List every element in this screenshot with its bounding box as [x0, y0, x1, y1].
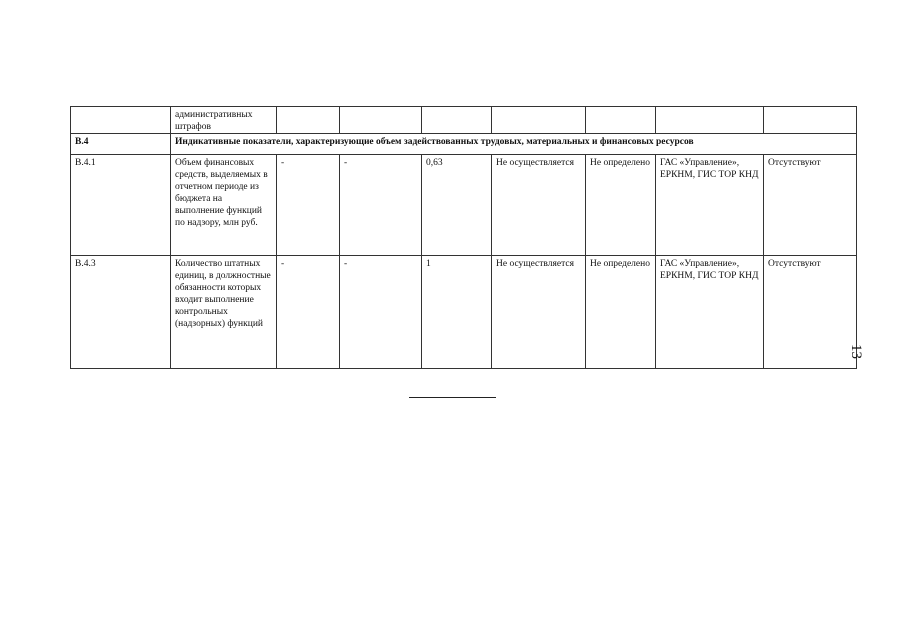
- table-cell: [340, 107, 422, 134]
- table-row: [71, 107, 857, 134]
- row-indicator-name: Количество штатных единиц, в должностные обязанности которых входит выполнение контрольных (надзорных) функций: [171, 256, 277, 369]
- end-divider: [409, 397, 496, 398]
- table-cell: Не осуществляется: [492, 256, 586, 369]
- table-cell: [71, 107, 171, 134]
- table-cell: Отсутствуют: [764, 155, 857, 256]
- table-cell: Отсутствуют: [764, 256, 857, 369]
- table-cell: -: [277, 155, 340, 256]
- table-cell: [422, 107, 492, 134]
- table-cell: ГАС «Управление», ЕРКНМ, ГИС ТОР КНД: [656, 256, 764, 369]
- section-title: Индикативные показатели, характеризующие объем задействованных трудовых, материальных и финансовых ресурсов: [171, 134, 857, 155]
- section-code: В.4: [71, 134, 171, 155]
- page-number: 13: [848, 344, 864, 359]
- row-indicator-name: Объем финансовых средств, выделяемых в отчетном периоде из бюджета на выполнение функций по надзору, млн руб.: [171, 155, 277, 256]
- table-cell: [586, 107, 656, 134]
- table-cell: -: [340, 256, 422, 369]
- section-header-row: [71, 134, 857, 155]
- indicators-table: [70, 106, 857, 369]
- row-code: В.4.1: [71, 155, 171, 256]
- table-cell: [277, 107, 340, 134]
- table-cell: административных штрафов: [171, 107, 277, 134]
- table-cell: -: [277, 256, 340, 369]
- table-row: [71, 155, 857, 256]
- table-cell: -: [340, 155, 422, 256]
- table-cell: [656, 107, 764, 134]
- table-cell: 1: [422, 256, 492, 369]
- row-code: В.4.3: [71, 256, 171, 369]
- table-cell: Не определено: [586, 256, 656, 369]
- table-cell: Не определено: [586, 155, 656, 256]
- table-cell: [492, 107, 586, 134]
- table-cell: 0,63: [422, 155, 492, 256]
- table-cell: Не осуществляется: [492, 155, 586, 256]
- table-cell: ГАС «Управление», ЕРКНМ, ГИС ТОР КНД: [656, 155, 764, 256]
- table-cell: [764, 107, 857, 134]
- table-row: [71, 256, 857, 369]
